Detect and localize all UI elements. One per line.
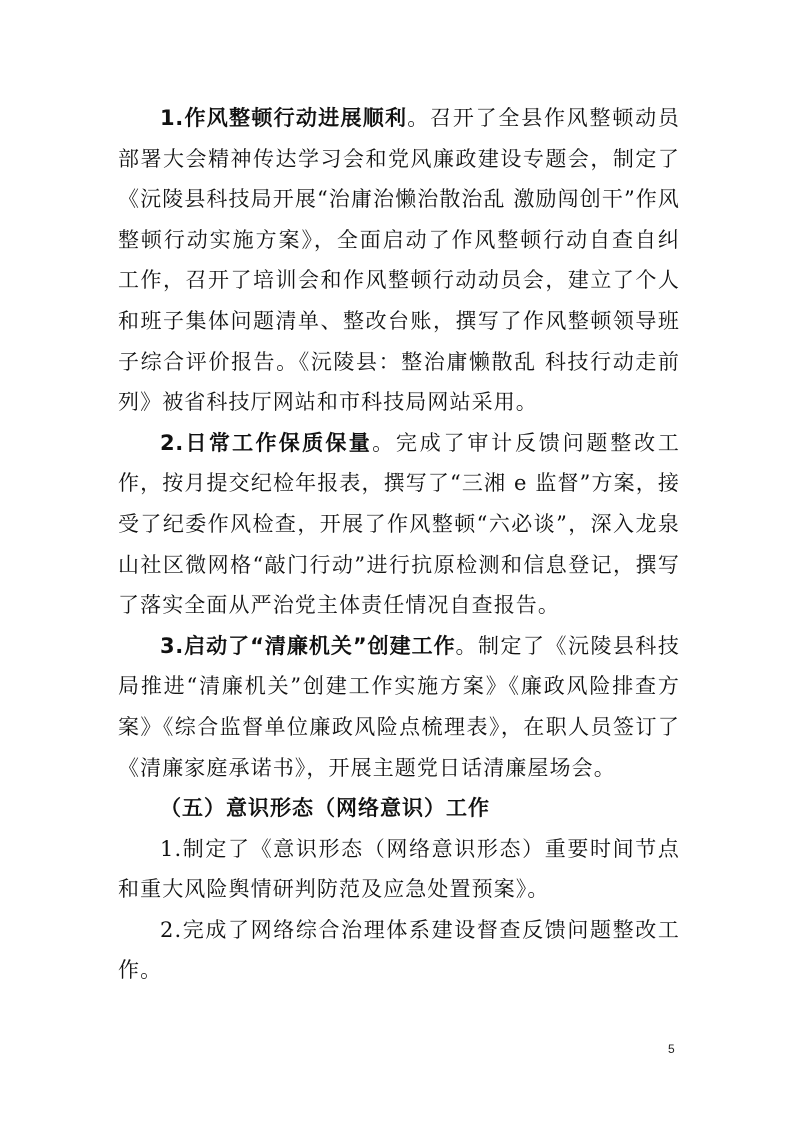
paragraph-body-text: 。制定了《沅陵县科技局推进“清廉机关”创建工作实施方案》《廉政风险排查方案》《综合监督单位廉政风险点梳理表》，在职人员签订了《清廉家庭承诺书》，开展主题党日话清廉屋场会。 [118, 633, 680, 780]
paragraph-lead-heading: 1.作风整顿行动进展顺利 [160, 106, 408, 130]
paragraph-lead-heading: 3.启动了“清廉机关”创建工作 [160, 633, 456, 658]
paragraph-work-style-rectification [118, 98, 680, 423]
paragraph-clean-organ [118, 626, 680, 788]
page-body [118, 98, 680, 991]
paragraph-daily-work [118, 423, 680, 626]
paragraph-ideology-plan: 1.制定了《意识形态（网络意识形态）重要时间节点和重大风险舆情研判防范及应急处置预案》。 [118, 836, 680, 902]
paragraph-network-governance: 2.完成了网络综合治理体系建设督查反馈问题整改工作。 [118, 917, 680, 983]
paragraph-body-text: 。完成了审计反馈问题整改工作，按月提交纪检年报表，撰写了“三湘 e 监督”方案，接受了纪委作风检查，开展了作风整顿“六必谈”，深入龙泉山社区微网格“敲门行动”进行抗原检测和信息登记，撰写了落实全面从严治党主体责任情况自查报告。 [118, 430, 680, 618]
paragraph-lead-heading: 2.日常工作保质保量 [160, 430, 373, 455]
page-number: 5 [668, 1042, 675, 1056]
paragraph-body-text: 。召开了全县作风整顿动员部署大会精神传达学习会和党风廉政建设专题会，制定了《沅陵县科技局开展“治庸治懒治散治乱 激励闯创干”作风整顿行动实施方案》，全面启动了作风整顿行动自查自纠工作，召开了培训会和作风整顿行动动员会，建立了个人和班子集体问题清单、整改台账，撰写了作风整顿领导班子综合评价报告。《沅陵县：整治庸懒散乱 科技行动走前列》被省科技厅网站和市科技局网站采用。 [118, 106, 680, 415]
section-heading-ideology: （五）意识形态（网络意识）工作 [160, 796, 490, 821]
